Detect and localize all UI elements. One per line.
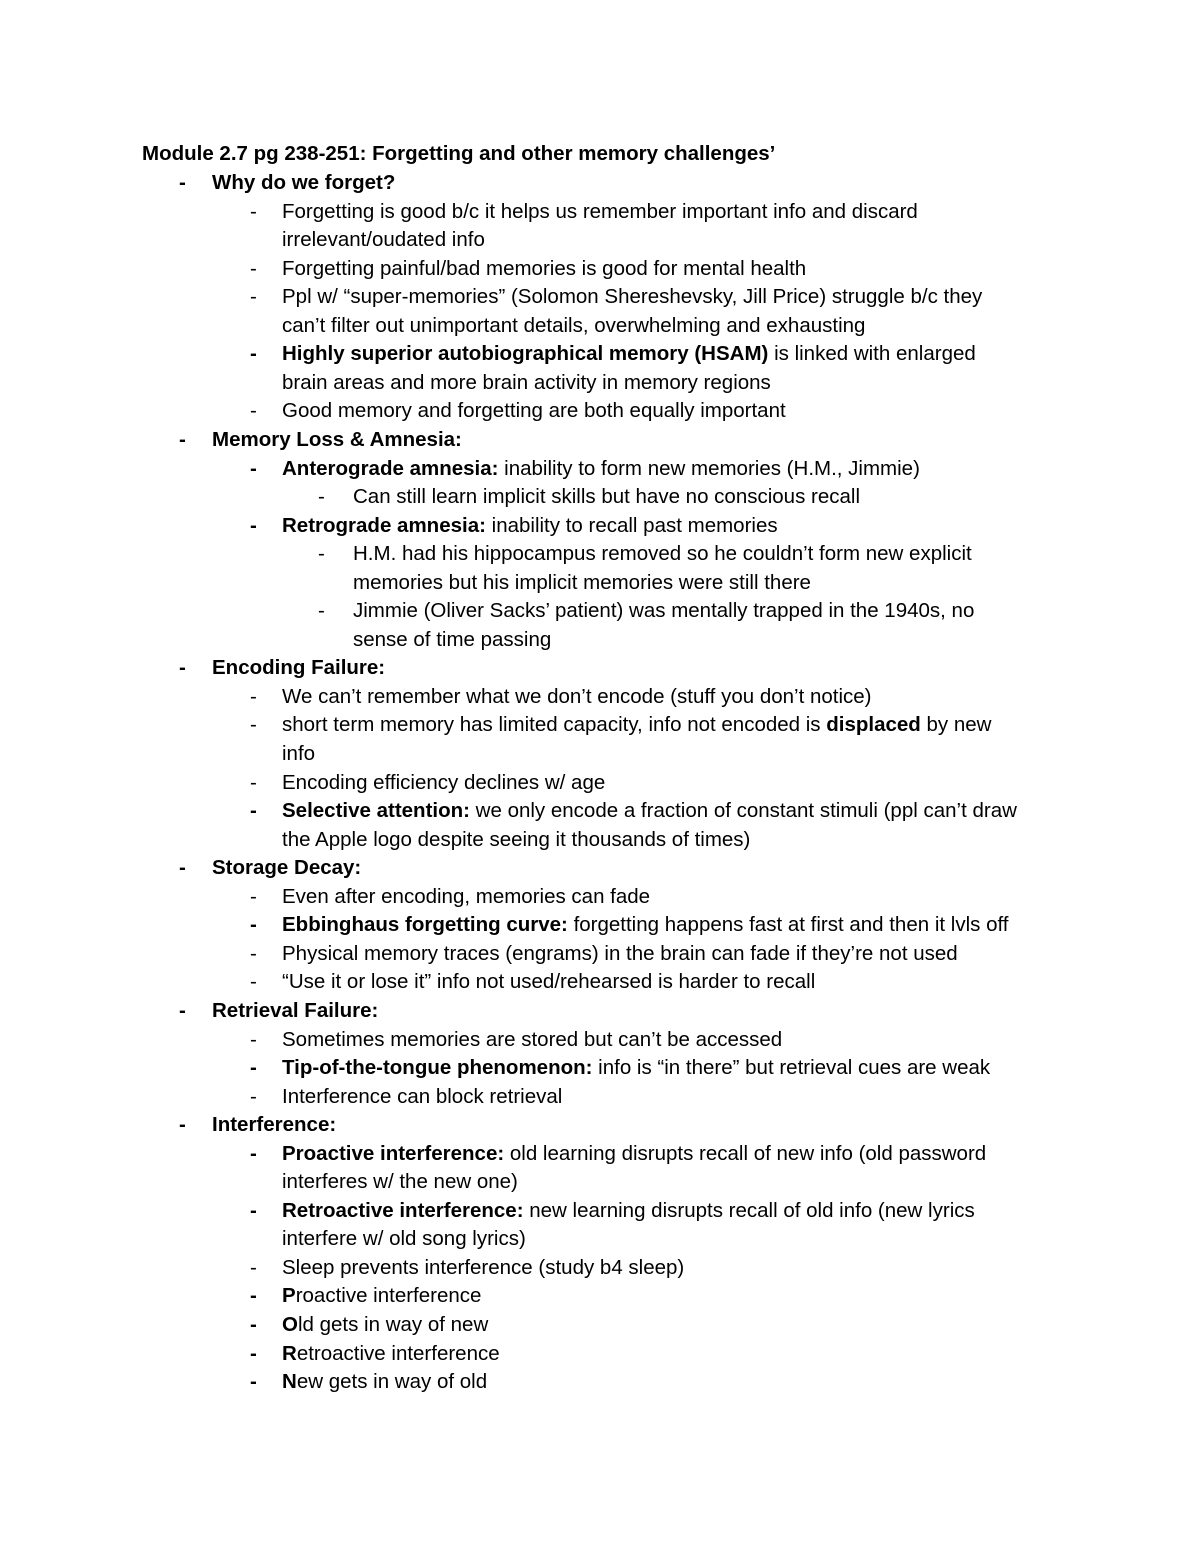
bullet-dash: - (250, 256, 257, 280)
bullet-dash: - (250, 1056, 257, 1080)
list-item-continuation (353, 626, 551, 655)
list-item (282, 769, 605, 798)
list-item (282, 797, 1017, 826)
item-text: Ppl w/ “super-memories” (Solomon Shereshevsky, Jill Price) struggle b/c they (282, 285, 983, 309)
bullet-dash: - (250, 513, 257, 537)
item-text: Good memory and forgetting are both equally important (282, 399, 786, 423)
item-text: short term memory has limited capacity, info not encoded is (282, 713, 827, 737)
item-text: “Use it or lose it” info not used/rehearsed is harder to recall (282, 970, 816, 994)
item-text: is linked with enlarged (768, 342, 976, 366)
bullet-dash: - (250, 713, 257, 737)
list-item (353, 483, 860, 512)
item-text: by new (920, 713, 992, 737)
bold-term: Proactive interference: (282, 1141, 505, 1165)
bullet-dash: - (250, 1198, 257, 1222)
bold-term: Anterograde amnesia: (282, 456, 499, 480)
list-item (282, 397, 786, 426)
bold-term: Interference: (212, 1113, 337, 1137)
list-item (282, 1026, 782, 1055)
list-item-continuation (282, 226, 485, 255)
item-text: interferes w/ the new one) (282, 1170, 518, 1194)
list-item (282, 940, 958, 969)
bold-term: Tip-of-the-tongue phenomenon: (282, 1056, 593, 1080)
item-text: Interference can block retrieval (282, 1084, 563, 1108)
bullet-dash: - (250, 1255, 257, 1279)
list-item (282, 711, 991, 740)
list-item (212, 997, 378, 1026)
list-item (282, 1282, 481, 1311)
item-text: ew gets in way of old (296, 1370, 488, 1394)
bold-term: Retrieval Failure: (212, 998, 379, 1022)
bullet-dash: - (179, 171, 186, 194)
item-text: Physical memory traces (engrams) in the brain can fade if they’re not used (282, 941, 958, 965)
document-title: Module 2.7 pg 238-251: Forgetting and other memory challenges’ (142, 142, 776, 165)
bullet-dash: - (250, 1027, 257, 1051)
bullet-dash: - (250, 1370, 257, 1394)
list-item-continuation (282, 1225, 526, 1254)
item-text: Forgetting painful/bad memories is good for mental health (282, 256, 807, 280)
list-item (353, 540, 972, 569)
list-item-continuation (282, 369, 771, 398)
item-text: etroactive interference (296, 1341, 500, 1365)
bold-term: Encoding Failure: (212, 656, 386, 680)
bullet-dash: - (250, 884, 257, 908)
item-text: ld gets in way of new (297, 1313, 489, 1336)
list-item (282, 1254, 684, 1283)
list-item (282, 911, 1009, 940)
list-item (282, 968, 815, 997)
bullet-dash: - (179, 656, 186, 680)
item-text: we only encode a fraction of constant stimuli (ppl can’t draw (469, 799, 1017, 823)
list-item (282, 1054, 990, 1083)
list-item (282, 455, 920, 484)
list-item (282, 255, 806, 284)
bold-term: O (282, 1313, 298, 1336)
list-item (282, 1140, 986, 1169)
bullet-dash: - (318, 542, 325, 566)
bold-term: Memory Loss & Amnesia: (212, 427, 462, 451)
bullet-dash: - (250, 199, 257, 223)
bold-term: Storage Decay: (212, 856, 362, 880)
bullet-dash: - (250, 1284, 257, 1308)
item-text: Sometimes memories are stored but can’t be accessed (282, 1027, 783, 1051)
bold-term: Retroactive interference: (282, 1198, 524, 1222)
list-item (282, 198, 918, 227)
item-text: Forgetting is good b/c it helps us remember important info and discard (282, 199, 918, 223)
item-text: Even after encoding, memories can fade (282, 884, 651, 908)
list-item-continuation (282, 740, 315, 769)
item-text: info (282, 742, 316, 765)
item-text: memories but his implicit memories were still there (353, 570, 811, 594)
bullet-dash: - (250, 799, 257, 823)
item-text: inability to form new memories (H.M., Jimmie) (498, 456, 920, 480)
item-text: inability to recall past memories (485, 513, 778, 537)
item-text: H.M. had his hippocampus removed so he couldn’t form new explicit (353, 542, 972, 566)
item-text: can’t filter out unimportant details, overwhelming and exhausting (282, 313, 866, 337)
item-text: We can’t remember what we don’t encode (stuff you don’t notice) (282, 684, 872, 708)
item-text: interfere w/ old song lyrics) (282, 1227, 526, 1251)
bullet-dash: - (250, 1313, 257, 1336)
bold-term: displaced (826, 713, 921, 737)
bullet-dash: - (179, 1113, 186, 1137)
list-item-continuation (282, 1168, 518, 1197)
item-text: brain areas and more brain activity in memory regions (282, 370, 771, 394)
list-item-continuation (353, 569, 811, 598)
bullet-dash: - (250, 456, 257, 480)
list-item (212, 654, 385, 683)
item-text: new learning disrupts recall of old info (new lyrics (523, 1198, 975, 1222)
bullet-dash: - (179, 998, 186, 1022)
item-text: sense of time passing (353, 627, 552, 651)
bullet-dash: - (179, 856, 186, 880)
list-item (282, 283, 982, 312)
item-text: the Apple logo despite seeing it thousands of times) (282, 827, 751, 851)
item-text: Can still learn implicit skills but have no conscious recall (353, 485, 861, 509)
list-item (282, 340, 976, 369)
list-item (353, 597, 974, 626)
list-item (282, 1368, 487, 1397)
list-item (282, 683, 872, 712)
list-item (282, 1197, 975, 1226)
list-item (282, 1340, 500, 1369)
bullet-dash: - (250, 1341, 257, 1365)
bullet-dash: - (250, 770, 257, 794)
list-item (282, 1083, 562, 1112)
bullet-dash: - (250, 1084, 257, 1108)
bullet-dash: - (250, 941, 257, 965)
bold-term: N (282, 1370, 297, 1394)
list-item (282, 883, 650, 912)
item-text: irrelevant/oudated info (282, 228, 485, 252)
list-item (212, 854, 361, 883)
item-text: forgetting happens fast at first and then it lvls off (567, 913, 1009, 937)
item-text: Jimmie (Oliver Sacks’ patient) was mentally trapped in the 1940s, no (353, 599, 975, 623)
bullet-dash: - (250, 970, 257, 994)
bold-term: Ebbinghaus forgetting curve: (282, 913, 568, 937)
list-item (212, 169, 395, 198)
bullet-dash: - (250, 1141, 257, 1165)
bullet-dash: - (250, 913, 257, 937)
item-text: roactive interference (295, 1284, 482, 1308)
bold-term: Selective attention: (282, 799, 470, 823)
bullet-dash: - (250, 399, 257, 423)
list-item (212, 1111, 336, 1140)
bullet-dash: - (250, 684, 257, 708)
bold-term: Why do we forget? (212, 171, 396, 194)
list-item-continuation (282, 826, 750, 855)
item-text: info is “in there” but retrieval cues are weak (592, 1056, 991, 1080)
bullet-dash: - (179, 427, 186, 451)
list-item-continuation (282, 312, 865, 341)
bullet-dash: - (318, 485, 325, 509)
item-text: old learning disrupts recall of new info (old password (504, 1141, 987, 1165)
bold-term: P (282, 1284, 296, 1308)
item-text: Sleep prevents interference (study b4 sleep) (282, 1255, 685, 1279)
bullet-dash: - (250, 285, 257, 309)
bullet-dash: - (250, 342, 257, 366)
list-item (212, 426, 462, 455)
list-item (282, 1311, 488, 1340)
item-text: Encoding efficiency declines w/ age (282, 770, 606, 794)
bold-term: R (282, 1341, 297, 1365)
bold-term: Retrograde amnesia: (282, 513, 486, 537)
list-item (282, 512, 778, 541)
bold-term: Highly superior autobiographical memory (HSAM) (282, 342, 769, 366)
bullet-dash: - (318, 599, 325, 623)
